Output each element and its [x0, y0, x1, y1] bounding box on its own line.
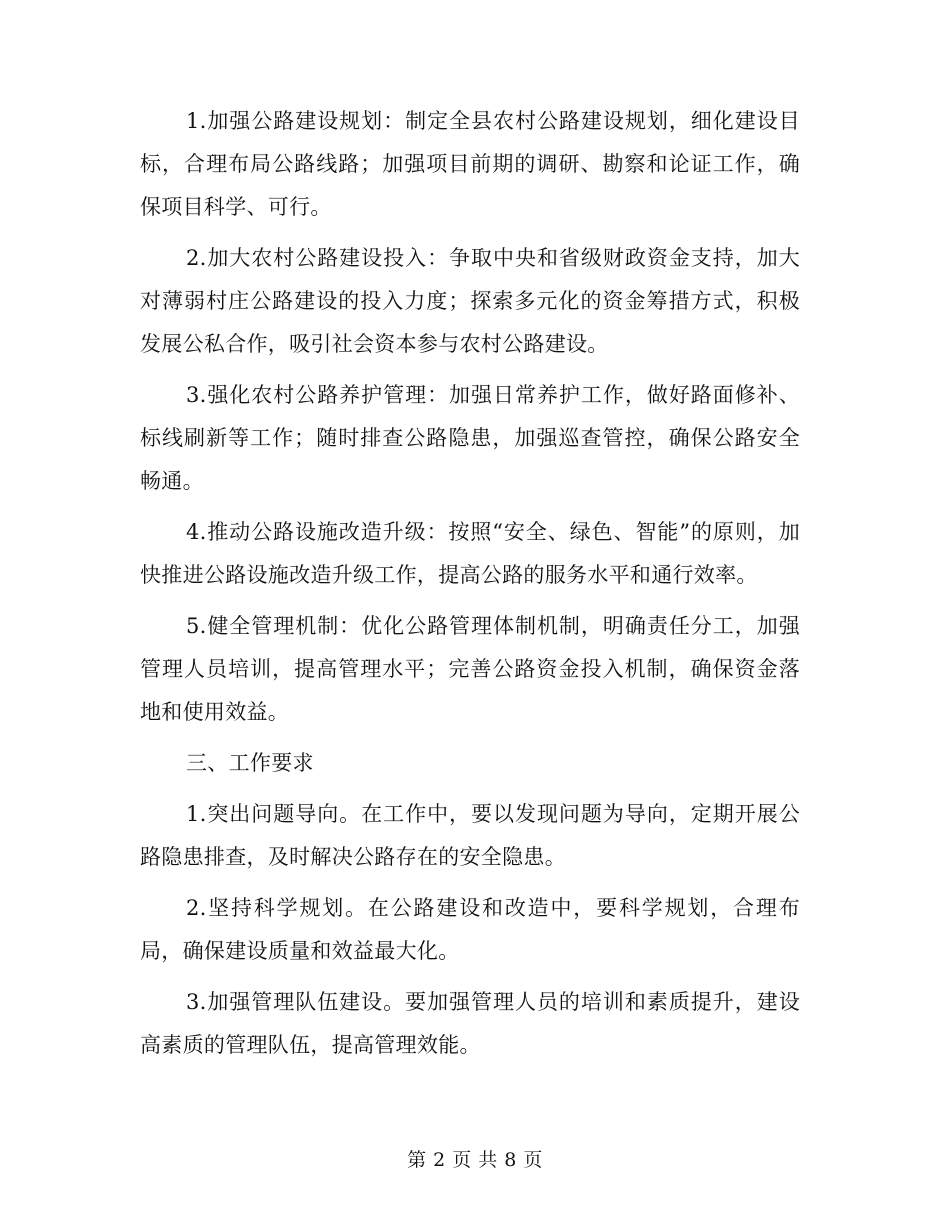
paragraph-5: 5.健全管理机制：优化公路管理体制机制，明确责任分工，加强管理人员培训，提高管理水平；完善公路资金投入机制，确保资金落地和使用效益。	[140, 614, 800, 724]
section-heading: 三、工作要求	[186, 751, 314, 775]
requirement-1: 1.突出问题导向。在工作中，要以发现问题为导向，定期开展公路隐患排查，及时解决公路存在的安全隐患。	[140, 802, 800, 869]
requirement-3: 3.加强管理队伍建设。要加强管理人员的培训和素质提升，建设高素质的管理队伍，提高管理效能。	[140, 990, 800, 1057]
paragraph-2: 2.加大农村公路建设投入：争取中央和省级财政资金支持，加大对薄弱村庄公路建设的投入力度；探索多元化的资金筹措方式，积极发展公私合作，吸引社会资本参与农村公路建设。	[140, 246, 800, 356]
paragraph-1: 1.加强公路建设规划：制定全县农村公路建设规划，细化建设目标，合理布局公路线路；加强项目前期的调研、勘察和论证工作，确保项目科学、可行。	[140, 109, 800, 219]
page-number-footer: 第 2 页 共 8 页	[407, 1149, 543, 1171]
paragraph-4: 4.推动公路设施改造升级：按照“安全、绿色、智能”的原则，加快推进公路设施改造升级工作，提高公路的服务水平和通行效率。	[140, 520, 800, 587]
document-body	[140, 100, 800, 1075]
requirement-2: 2.坚持科学规划。在公路建设和改造中，要科学规划，合理布局，确保建设质量和效益最大化。	[140, 896, 800, 963]
paragraph-3: 3.强化农村公路养护管理：加强日常养护工作，做好路面修补、标线刷新等工作；随时排查公路隐患，加强巡查管控，确保公路安全畅通。	[140, 383, 800, 493]
